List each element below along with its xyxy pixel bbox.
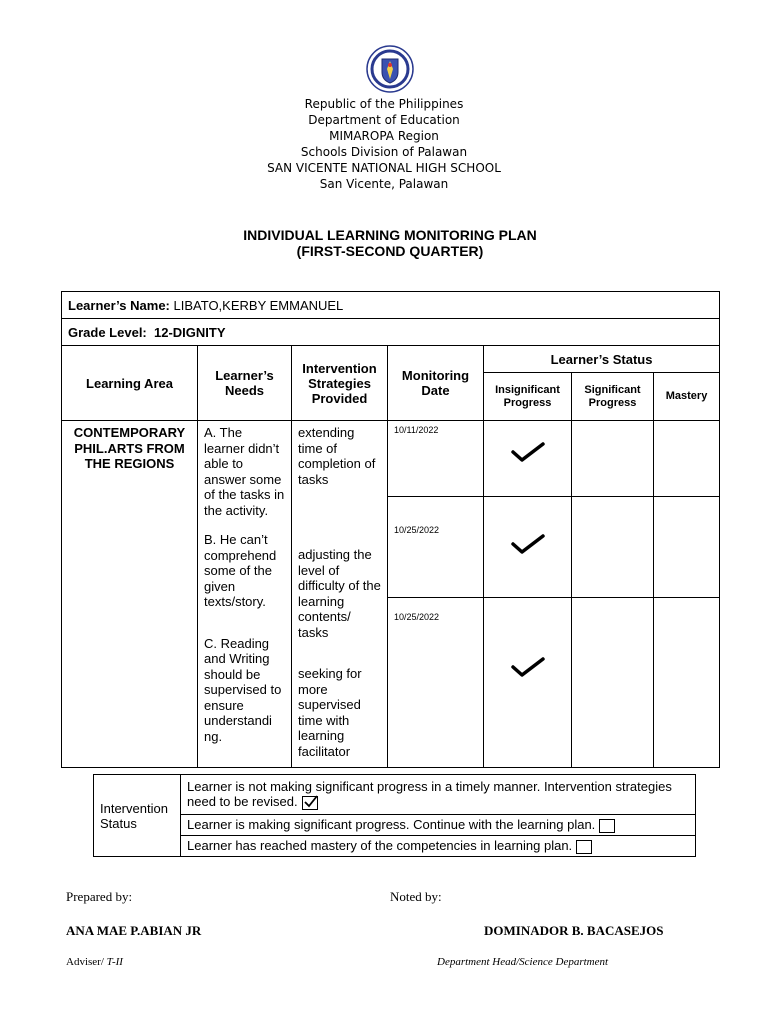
learner-name-value: LIBATO,KERBY EMMANUEL [173, 297, 344, 313]
monitoring-plan-table [61, 291, 720, 768]
preparer-name: ANA MAE P.ABIAN JR [66, 923, 202, 938]
header-significant-progress: Significant Progress [572, 373, 654, 421]
intervention-option-3-checkbox[interactable] [576, 840, 592, 854]
preparer-role-title: Adviser/ [66, 956, 104, 968]
learner-need-a: A. The learner didn’t able to answer some of the tasks in the activity. [204, 425, 285, 518]
significant-cell-3 [572, 598, 654, 768]
grade-level-label: Grade Level: [68, 324, 147, 340]
letterhead-division: Schools Division of Palawan [300, 145, 468, 159]
header-learning-area: Learning Area [62, 346, 198, 421]
letterhead [0, 96, 768, 192]
monitoring-date-1: 10/11/2022 [394, 425, 439, 435]
grade-level-value: 12-DIGNITY [154, 324, 226, 340]
checkmark-icon [511, 441, 545, 463]
letterhead-school: SAN VICENTE NATIONAL HIGH SCHOOL [267, 161, 501, 175]
grade-level-row [62, 319, 720, 346]
significant-cell-2 [572, 497, 654, 598]
preparer-role-rank: T-II [106, 956, 123, 968]
monitoring-date-3: 10/25/2022 [394, 612, 440, 622]
prepared-by-label: Prepared by: [66, 889, 133, 904]
learner-need-c: C. Reading and Writing should be supervised to ensure understandi ng. [204, 635, 282, 744]
preparer-role [66, 956, 123, 968]
checkmark-icon [304, 795, 318, 809]
header-mastery: Mastery [654, 373, 720, 421]
letterhead-location: San Vicente, Palawan [319, 177, 449, 191]
intervention-option-3-text: Learner has reached mastery of the competencies in learning plan. [187, 838, 573, 854]
noted-by-label: Noted by: [390, 889, 442, 904]
insignificant-cell-3 [484, 598, 572, 768]
table-row [62, 421, 720, 497]
header-learners-needs: Learner’s Needs [198, 346, 292, 421]
intervention-option-2-checkbox[interactable] [599, 819, 615, 833]
header-monitoring-date: Monitoring Date [388, 346, 484, 421]
deped-seal-icon [366, 45, 414, 93]
intervention-option-1-text: Learner is not making significant progress in a timely manner. Intervention strategies need to be revised. [187, 779, 672, 810]
noter-role: Department Head/Science Department [437, 956, 609, 968]
intervention-option-row [94, 815, 696, 836]
intervention-option-2-text: Learner is making significant progress. Continue with the learning plan. [187, 817, 596, 833]
intervention-status-table [93, 774, 696, 857]
learner-need-b: B. He can’t comprehend some of the given texts/story. [204, 532, 277, 609]
learner-name-label: Learner’s Name: [68, 297, 170, 313]
letterhead-region: MIMAROPA Region [329, 129, 439, 143]
insignificant-cell-1 [484, 421, 572, 497]
strategy-1: extending time of completion of tasks [298, 425, 376, 487]
checkmark-icon [511, 656, 545, 678]
document-title [0, 227, 768, 259]
checkmark-icon [511, 533, 545, 555]
header-intervention-strategies: Intervention Strategies Provided [292, 346, 388, 421]
learner-name-row [62, 292, 720, 319]
intervention-status-label: Intervention Status [94, 775, 181, 857]
learning-area-value: CONTEMPORARY PHIL.ARTS FROM THE REGIONS [73, 425, 186, 471]
mastery-cell-2 [654, 497, 720, 598]
noter-name: DOMINADOR B. BACASEJOS [484, 923, 664, 938]
strategy-2: adjusting the level of difficulty of the learning contents/ tasks [298, 547, 381, 640]
strategy-3: seeking for more supervised time with learning facilitator [298, 666, 362, 759]
title-line-1: INDIVIDUAL LEARNING MONITORING PLAN [243, 227, 537, 243]
intervention-option-row [94, 836, 696, 857]
significant-cell-1 [572, 421, 654, 497]
letterhead-country: Republic of the Philippines [304, 97, 464, 111]
letterhead-department: Department of Education [308, 113, 460, 127]
insignificant-cell-2 [484, 497, 572, 598]
mastery-cell-1 [654, 421, 720, 497]
intervention-option-1-checkbox[interactable] [302, 796, 318, 810]
mastery-cell-3 [654, 598, 720, 768]
intervention-option-row [94, 775, 696, 815]
header-insignificant-progress: Insignificant Progress [484, 373, 572, 421]
title-line-2: (FIRST-SECOND QUARTER) [296, 243, 484, 259]
header-learners-status: Learner’s Status [484, 346, 720, 373]
header-row-1 [62, 346, 720, 373]
monitoring-date-2: 10/25/2022 [394, 525, 440, 535]
